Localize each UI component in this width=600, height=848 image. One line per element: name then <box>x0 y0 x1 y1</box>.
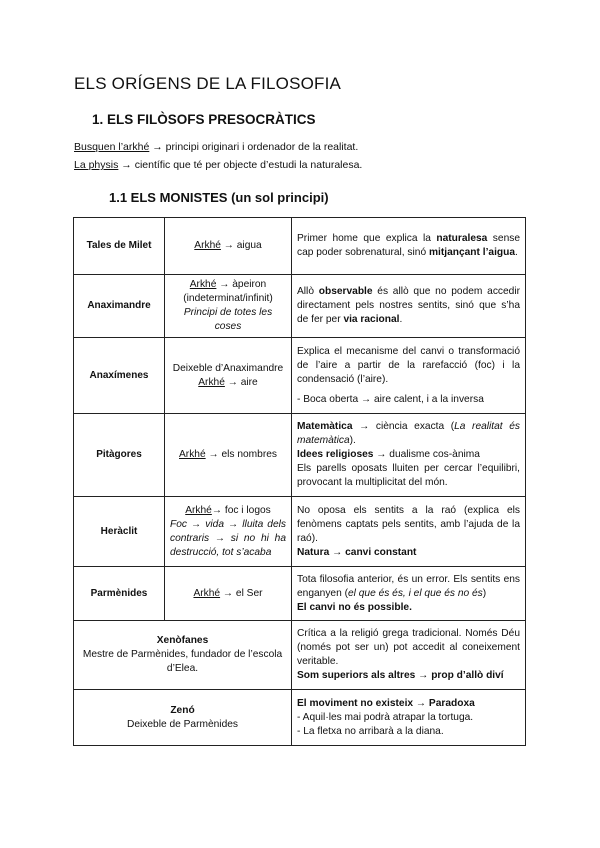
intro-line-physis <box>74 159 362 171</box>
philosopher-name: Heràclit <box>74 497 165 567</box>
table-row <box>74 621 526 690</box>
philosopher-name: Parmènides <box>74 567 165 621</box>
table-row <box>74 497 526 567</box>
arkhe-label: Arkhé <box>193 587 221 599</box>
description-cell <box>292 218 526 275</box>
desc-bold: Som superiors als altres → prop d’allò diví <box>297 670 504 681</box>
philosopher-name: Anaxímenes <box>74 338 165 414</box>
desc-text: Explica el mecanisme del canvi o transformació de l’aire a partir de la rarefacció (foc) i la condensació (l’aire). <box>297 345 520 385</box>
desc-text: . <box>399 314 403 325</box>
arkhe-cell <box>165 497 292 567</box>
arkhe-cell <box>165 414 292 497</box>
description-cell <box>292 690 526 746</box>
desc-bold: via racional <box>343 314 400 325</box>
desc-text: sense cap poder sobrenatural, sinó <box>297 233 520 258</box>
arkhe-note: Principi de totes les coses <box>183 307 273 332</box>
desc-text: - La fletxa no arribarà a la diana. <box>297 725 444 737</box>
arkhe-cell <box>165 567 292 621</box>
physis-term: La physis <box>74 159 119 171</box>
desc-bold: mitjançant l’aigua <box>428 247 516 258</box>
arkhe-cell <box>165 218 292 275</box>
arkhe-value: → el Ser <box>220 587 263 599</box>
desc-text: Primer home que explica la <box>297 233 437 244</box>
desc-text: No oposa els sentits a la raó (explica els fenòmens captats pels sentits, amb l’ajuda de la raó). <box>297 504 520 544</box>
philosopher-name: Pitàgores <box>74 414 165 497</box>
arkhe-note: Foc → vida → lluita dels contraris → si no hi ha destrucció, tot s’acaba <box>170 518 286 558</box>
description-cell <box>292 621 526 690</box>
desc-bold: Natura → canvi constant <box>297 546 417 558</box>
desc-text: . <box>515 247 518 258</box>
arkhe-cell <box>165 275 292 338</box>
physis-definition: → científic que té per objecte d’estudi la naturalesa. <box>118 159 363 171</box>
desc-text: ). <box>349 435 356 446</box>
philosopher-cell <box>74 621 292 690</box>
table-row <box>74 690 526 746</box>
desc-text: ) <box>482 587 487 599</box>
desc-text: Els parells oposats lluiten per cercar l’equilibri, provocant la multiplicitat del món. <box>297 463 520 488</box>
philosopher-note: Mestre de Parmènides, fundador de l’escola d’Elea. <box>82 649 283 674</box>
arkhe-definition: → principi originari i ordenador de la realitat. <box>149 141 359 153</box>
arkhe-value: → aire <box>224 376 258 388</box>
philosopher-name: Zenó <box>170 704 195 716</box>
desc-bold: naturalesa <box>436 233 488 244</box>
intro-line-arkhe <box>74 141 358 153</box>
section-heading-monistes: 1.1 ELS MONISTES (un sol principi) <box>109 190 329 205</box>
philosopher-note: Deixeble de Parmènides <box>127 718 238 730</box>
desc-text: → dualisme cos-ànima <box>373 449 480 460</box>
section-heading-presocratics: 1. ELS FILÒSOFS PRESOCRÀTICS <box>92 112 316 127</box>
desc-bold: observable <box>318 286 373 297</box>
table-row <box>74 275 526 338</box>
arkhe-value: → foc i logos <box>211 504 271 516</box>
arkhe-label: Arkhé <box>185 504 212 516</box>
description-cell <box>292 414 526 497</box>
description-cell <box>292 338 526 414</box>
table-row <box>74 567 526 621</box>
desc-italic: el que és és, i el que és no és <box>347 587 483 599</box>
desc-text: és allò que no podem accedir directament pels nostres sentits, sinó que s’ha de fer per <box>297 286 520 325</box>
table-row <box>74 338 526 414</box>
desc-text: → ciència exacta ( <box>352 421 455 432</box>
desc-bold: El canvi no és possible. <box>297 601 412 613</box>
arkhe-gloss: (indeterminat/infinit) <box>183 293 273 304</box>
desc-text: Allò <box>297 286 319 297</box>
arkhe-label: Arkhé <box>179 449 206 460</box>
arkhe-value: → aigua <box>220 240 262 251</box>
desc-bold: Idees religioses <box>297 449 374 460</box>
desc-italic: La realitat és matemàtica <box>297 421 520 446</box>
philosopher-name: Anaximandre <box>74 275 165 338</box>
arkhe-value: → els nombres <box>205 449 277 460</box>
description-cell <box>292 275 526 338</box>
philosophers-table <box>73 217 526 746</box>
desc-text: - Boca oberta → aire calent, i a la inversa <box>297 393 484 405</box>
arkhe-label: Arkhé <box>198 376 225 388</box>
arkhe-term: Busquen l’arkhé <box>74 141 150 153</box>
philosopher-name: Tales de Milet <box>74 218 165 275</box>
table-row <box>74 218 526 275</box>
arkhe-label: Arkhé <box>189 279 217 290</box>
description-cell <box>292 567 526 621</box>
desc-text: Crítica a la religió grega tradicional. Només Déu (només pot ser un) pot accedit al coneixement veritable. <box>297 628 520 667</box>
desc-text: Tota filosofia anterior, és un error. Els sentits ens enganyen ( <box>297 573 520 599</box>
desc-text: - Aquil·les mai podrà atrapar la tortuga. <box>297 711 474 723</box>
description-cell <box>292 497 526 567</box>
table-row <box>74 414 526 497</box>
arkhe-label: Arkhé <box>194 240 221 251</box>
disciple-note: Deixeble d’Anaximandre <box>172 362 284 374</box>
arkhe-value: → àpeiron <box>216 279 267 290</box>
philosopher-name: Xenòfanes <box>156 635 209 646</box>
desc-bold: Matemàtica <box>297 421 353 432</box>
desc-bold: El moviment no existeix → Paradoxa <box>297 697 475 709</box>
philosopher-cell <box>74 690 292 746</box>
arkhe-cell <box>165 338 292 414</box>
page-title: ELS ORÍGENS DE LA FILOSOFIA <box>74 74 342 93</box>
